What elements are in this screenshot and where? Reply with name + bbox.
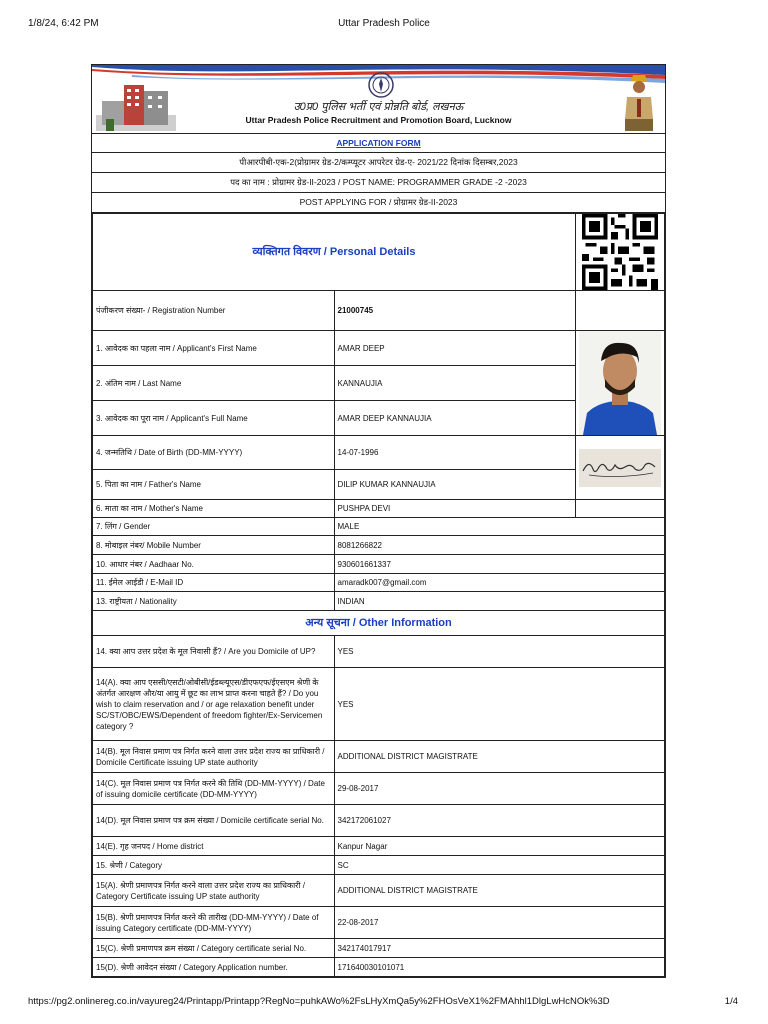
police-emblem-icon [367, 71, 395, 99]
field-value: 930601661337 [334, 555, 665, 574]
field-label: 14(E). गृह जनपद / Home district [93, 837, 335, 856]
table-row [93, 856, 665, 875]
table-row [93, 741, 665, 773]
table-row [93, 636, 665, 668]
field-label: 8. मोबाइल नंबर/ Mobile Number [93, 536, 335, 555]
field-label: 15. श्रेणी / Category [93, 856, 335, 875]
photo-cell [576, 331, 665, 436]
print-url[interactable]: https://pg2.onlinereg.co.in/vayureg24/Printapp/Printapp?RegNo=puhkAWo%2FsLHyXmQa5y%2FHOsVeX1%2FMAhhl1DlgLwHcNOk%3D [28, 996, 610, 1007]
field-label: 15(D). श्रेणी आवेदन संख्या / Category Application number. [93, 958, 335, 977]
field-label: 4. जन्मतिथि / Date of Birth (DD-MM-YYYY) [93, 436, 335, 470]
field-label: पंजीकरण संख्या- / Registration Number [93, 291, 335, 331]
field-label: 15(A). श्रेणी प्रमाणपत्र निर्गत करने वाला उत्तर प्रदेश राज्य का प्राधिकारी / Category Certificate issuing UP state authority [93, 875, 335, 907]
field-label: 14. क्या आप उत्तर प्रदेश के मूल निवासी हैं? / Are you Domicile of UP? [93, 636, 335, 668]
section-personal-title: व्यक्तिगत विवरण / Personal Details [93, 214, 576, 291]
field-value: INDIAN [334, 592, 665, 611]
field-value: KANNAUJIA [334, 366, 576, 401]
print-header [28, 18, 740, 32]
table-row [93, 331, 665, 366]
field-label: 7. लिंग / Gender [93, 518, 335, 536]
table-row [93, 939, 665, 958]
field-value: ADDITIONAL DISTRICT MAGISTRATE [334, 741, 665, 773]
qr-code [582, 214, 658, 290]
post-applying-for: POST APPLYING FOR / प्रोग्रामर ग्रेड-II-2023 [91, 192, 666, 212]
field-label: 13. राष्ट्रीयता / Nationality [93, 592, 335, 611]
field-value: 14-07-1996 [334, 436, 576, 470]
field-value: YES [334, 636, 665, 668]
field-value: 342172061027 [334, 805, 665, 837]
application-form-heading: APPLICATION FORM [91, 133, 666, 152]
applicant-photo [579, 331, 661, 435]
field-value: AMAR DEEP [334, 331, 576, 366]
table-row [93, 805, 665, 837]
table-row [93, 592, 665, 611]
field-value: DILIP KUMAR KANNAUJIA [334, 470, 576, 500]
section-row [93, 214, 665, 291]
field-label: 11. ईमेल आईडी / E-Mail ID [93, 574, 335, 592]
table-row [93, 668, 665, 741]
details-table [92, 213, 665, 977]
table-row [93, 291, 665, 331]
table-row [93, 875, 665, 907]
field-label: 15(B). श्रेणी प्रमाणपत्र निर्गत करने की तारीख (DD-MM-YYYY) / Date of issuing Category certificate (DD-MM-YYYY) [93, 907, 335, 939]
print-timestamp: 1/8/24, 6:42 PM [28, 18, 99, 29]
field-label: 5. पिता का नाम / Father's Name [93, 470, 335, 500]
table-row [93, 907, 665, 939]
field-value: 171640030101071 [334, 958, 665, 977]
field-label: 14(C). मूल निवास प्रमाण पत्र निर्गत करने की तिथि (DD-MM-YYYY) / Date of issuing domicile certificate (DD-MM-YYYY) [93, 773, 335, 805]
table-row [93, 555, 665, 574]
field-label: 15(C). श्रेणी प्रमाणपत्र क्रम संख्या / Category certificate serial No. [93, 939, 335, 958]
field-label: 14(B). मूल निवास प्रमाण पत्र निर्गत करने वाला उत्तर प्रदेश राज्य का प्राधिकारी / Domicile Certificate issuing UP state authority [93, 741, 335, 773]
field-label: 6. माता का नाम / Mother's Name [93, 500, 335, 518]
field-value: SC [334, 856, 665, 875]
applicant-signature [579, 449, 661, 487]
field-label: 3. आवेदक का पूरा नाम / Applicant's Full Name [93, 401, 335, 436]
table-row [93, 518, 665, 536]
page-number: 1/4 [724, 996, 738, 1007]
application-sheet [91, 64, 666, 978]
field-label: 14(D). मूल निवास प्रमाण पत्र क्रम संख्या / Domicile certificate serial No. [93, 805, 335, 837]
post-name: पद का नाम : प्रोग्रामर ग्रेड-II-2023 / POST NAME: PROGRAMMER GRADE -2 -2023 [91, 172, 666, 192]
field-value: 22-08-2017 [334, 907, 665, 939]
table-row [93, 574, 665, 592]
section-other-title: अन्य सूचना / Other Information [93, 611, 665, 636]
field-label: 10. आधार नंबर / Aadhaar No. [93, 555, 335, 574]
field-value: ADDITIONAL DISTRICT MAGISTRATE [334, 875, 665, 907]
field-value: AMAR DEEP KANNAUJIA [334, 401, 576, 436]
board-english-title: Uttar Pradesh Police Recruitment and Promotion Board, Lucknow [245, 115, 512, 125]
registration-number-value: 21000745 [334, 291, 576, 331]
board-banner [91, 64, 666, 133]
table-row [93, 958, 665, 977]
table-row [93, 500, 665, 518]
table-row [93, 536, 665, 555]
table-row [93, 436, 665, 470]
field-value: PUSHPA DEVI [334, 500, 576, 518]
police-officer-illustration [619, 73, 659, 131]
signature-cell [576, 436, 665, 500]
recruitment-notice: पीआरपीबी-एक-2(प्रोग्रामर ग्रेड-2/कम्प्यूटर आपरेटर ग्रेड-ए- 2021/22 दिनांक दिसम्बर,2023 [91, 152, 666, 172]
section-row [93, 611, 665, 636]
print-title: Uttar Pradesh Police [338, 18, 430, 29]
details-grid [91, 212, 666, 978]
field-value: amaradk007@gmail.com [334, 574, 665, 592]
field-value: 8081266822 [334, 536, 665, 555]
qr-cell [576, 214, 665, 291]
table-row [93, 773, 665, 805]
field-label: 2. अंतिम नाम / Last Name [93, 366, 335, 401]
field-value: YES [334, 668, 665, 741]
field-value: MALE [334, 518, 665, 536]
field-value: 342174017917 [334, 939, 665, 958]
board-hindi-title: उ0प्र0 पुलिस भर्ती एवं प्रोन्नति बोर्ड, लखनऊ [293, 101, 464, 113]
field-label: 1. आवेदक का पहला नाम / Applicant's First Name [93, 331, 335, 366]
print-footer [28, 996, 738, 1010]
table-row [93, 837, 665, 856]
field-label: 14(A). क्या आप एससी/एसटी/ओबीसी/ईडब्ल्यूएस/डीएफएफ/ईएसएम श्रेणी के अंतर्गत आरक्षण और/या आयु में छूट का लाभ प्राप्त करना चाहते हैं? / Do you wish to claim reservation and / or age relaxation benefit under SC/ST/OBC/EWS/Dependent of freedom fighter/Ex-Servicemen category ? [93, 668, 335, 741]
field-value: Kanpur Nagar [334, 837, 665, 856]
field-value: 29-08-2017 [334, 773, 665, 805]
